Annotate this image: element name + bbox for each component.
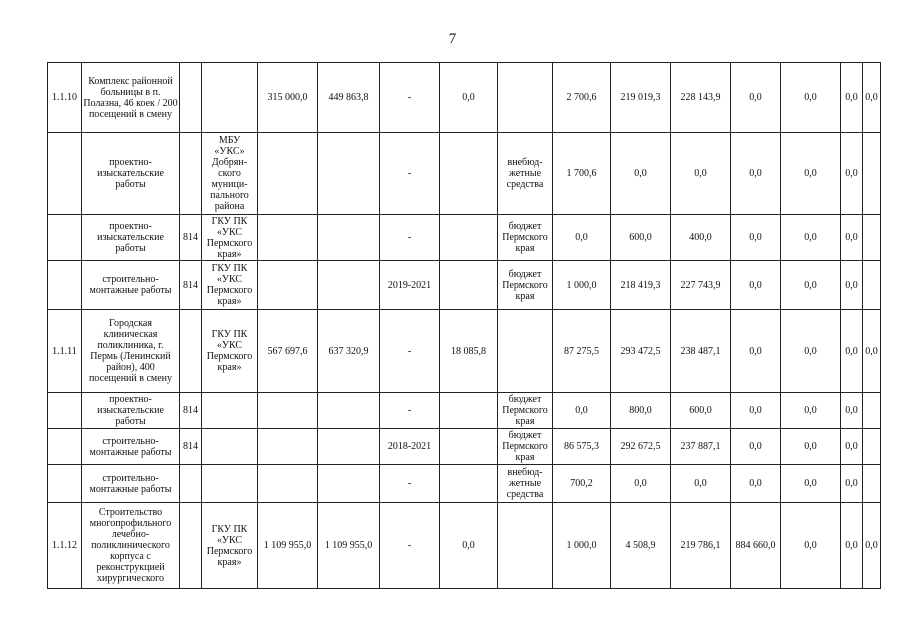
cell-grbs (180, 503, 202, 589)
cell-year1: 1 000,0 (553, 503, 611, 589)
cell-id (48, 429, 82, 465)
cell-done (440, 133, 498, 215)
cell-source (498, 503, 553, 589)
table-row (48, 261, 881, 310)
cell-year7 (863, 133, 881, 215)
cell-year3: 237 887,1 (671, 429, 731, 465)
cell-year7 (863, 393, 881, 429)
cell-cost-total (258, 393, 318, 429)
cell-year1: 86 575,3 (553, 429, 611, 465)
cell-year1: 700,2 (553, 465, 611, 503)
cell-grbs: 814 (180, 261, 202, 310)
cell-cost-current (318, 465, 380, 503)
cell-year1: 1 700,6 (553, 133, 611, 215)
cell-period: - (380, 503, 440, 589)
cell-year2: 4 508,9 (611, 503, 671, 589)
cell-year2: 292 672,5 (611, 429, 671, 465)
cell-year4: 0,0 (731, 310, 781, 393)
cell-name: проектно- изыскательские работы (82, 393, 180, 429)
cell-id (48, 261, 82, 310)
cell-cost-current (318, 429, 380, 465)
cell-name: Городская клиническая поликлиника, г. Пермь (Ленинский район), 400 посещений в смену (82, 310, 180, 393)
table-row (48, 503, 881, 589)
cell-cost-current (318, 261, 380, 310)
cell-period: - (380, 310, 440, 393)
cell-grbs (180, 133, 202, 215)
cell-year2: 0,0 (611, 465, 671, 503)
cell-cost-current: 1 109 955,0 (318, 503, 380, 589)
cell-year3: 227 743,9 (671, 261, 731, 310)
cell-cost-total (258, 429, 318, 465)
cell-cost-current (318, 215, 380, 261)
cell-year5: 0,0 (781, 261, 841, 310)
cell-year6: 0,0 (841, 429, 863, 465)
cell-done (440, 261, 498, 310)
cell-year1: 1 000,0 (553, 261, 611, 310)
cell-year5: 0,0 (781, 393, 841, 429)
cell-cost-current: 449 863,8 (318, 63, 380, 133)
table-row (48, 310, 881, 393)
cell-source: внебюд- жетные средства (498, 465, 553, 503)
cell-year5: 0,0 (781, 133, 841, 215)
page-number: 7 (448, 31, 457, 47)
cell-year4: 0,0 (731, 215, 781, 261)
cell-year5: 0,0 (781, 429, 841, 465)
cell-id (48, 215, 82, 261)
cell-year3: 228 143,9 (671, 63, 731, 133)
cell-year4: 0,0 (731, 429, 781, 465)
cell-year7 (863, 465, 881, 503)
cell-year1: 0,0 (553, 393, 611, 429)
cell-year6: 0,0 (841, 63, 863, 133)
cell-source: внебюд- жетные средства (498, 133, 553, 215)
cell-customer: ГКУ ПК «УКС Пермского края» (202, 310, 258, 393)
table (47, 62, 881, 589)
cell-id (48, 393, 82, 429)
cell-name: Комплекс районной больницы в п. Полазна, 46 коек / 200 посещений в смену (82, 63, 180, 133)
cell-period: - (380, 393, 440, 429)
cell-year4: 884 660,0 (731, 503, 781, 589)
cell-cost-total (258, 133, 318, 215)
cell-grbs (180, 310, 202, 393)
cell-period: - (380, 133, 440, 215)
cell-cost-current (318, 393, 380, 429)
cell-name: проектно- изыскательские работы (82, 215, 180, 261)
cell-year6: 0,0 (841, 465, 863, 503)
cell-period: 2019-2021 (380, 261, 440, 310)
cell-period: - (380, 215, 440, 261)
cell-year6: 0,0 (841, 503, 863, 589)
cell-done: 0,0 (440, 63, 498, 133)
cell-cost-total (258, 465, 318, 503)
cell-year2: 293 472,5 (611, 310, 671, 393)
cell-year5: 0,0 (781, 63, 841, 133)
cell-done: 18 085,8 (440, 310, 498, 393)
cell-done (440, 465, 498, 503)
cell-year4: 0,0 (731, 393, 781, 429)
cell-id: 1.1.11 (48, 310, 82, 393)
cell-source (498, 63, 553, 133)
table-row (48, 133, 881, 215)
table-row (48, 215, 881, 261)
cell-done (440, 429, 498, 465)
cell-grbs: 814 (180, 429, 202, 465)
table-row (48, 429, 881, 465)
cell-grbs: 814 (180, 393, 202, 429)
cell-year2: 218 419,3 (611, 261, 671, 310)
cell-year6: 0,0 (841, 215, 863, 261)
cell-year1: 2 700,6 (553, 63, 611, 133)
cell-year1: 0,0 (553, 215, 611, 261)
cell-cost-current: 637 320,9 (318, 310, 380, 393)
cell-grbs (180, 63, 202, 133)
table-row (48, 393, 881, 429)
cell-year7 (863, 215, 881, 261)
cell-source: бюджет Пермского края (498, 261, 553, 310)
cell-name: строительно- монтажные работы (82, 429, 180, 465)
cell-customer (202, 465, 258, 503)
cell-year2: 800,0 (611, 393, 671, 429)
cell-year6: 0,0 (841, 393, 863, 429)
cell-customer (202, 429, 258, 465)
cell-year3: 0,0 (671, 465, 731, 503)
cell-year5: 0,0 (781, 503, 841, 589)
cell-year4: 0,0 (731, 465, 781, 503)
cell-name: строительно- монтажные работы (82, 465, 180, 503)
cell-customer: ГКУ ПК «УКС Пермского края» (202, 261, 258, 310)
cell-year4: 0,0 (731, 63, 781, 133)
cell-year1: 87 275,5 (553, 310, 611, 393)
cell-done (440, 215, 498, 261)
cell-year6: 0,0 (841, 133, 863, 215)
cell-year3: 400,0 (671, 215, 731, 261)
cell-period: - (380, 63, 440, 133)
cell-year5: 0,0 (781, 465, 841, 503)
cell-year3: 238 487,1 (671, 310, 731, 393)
cell-year7: 0,0 (863, 503, 881, 589)
cell-name: строительно- монтажные работы (82, 261, 180, 310)
cell-id: 1.1.10 (48, 63, 82, 133)
cell-cost-total: 567 697,6 (258, 310, 318, 393)
cell-year5: 0,0 (781, 310, 841, 393)
cell-year4: 0,0 (731, 261, 781, 310)
cell-cost-current (318, 133, 380, 215)
cell-customer: ГКУ ПК «УКС Пермского края» (202, 215, 258, 261)
cell-id (48, 465, 82, 503)
cell-id: 1.1.12 (48, 503, 82, 589)
cell-year3: 0,0 (671, 133, 731, 215)
cell-customer (202, 63, 258, 133)
investment-table (47, 62, 881, 589)
cell-source (498, 310, 553, 393)
cell-cost-total (258, 215, 318, 261)
table-body (48, 63, 881, 589)
cell-done (440, 393, 498, 429)
cell-source: бюджет Пермского края (498, 393, 553, 429)
cell-source: бюджет Пермского края (498, 215, 553, 261)
cell-year7 (863, 429, 881, 465)
cell-year2: 219 019,3 (611, 63, 671, 133)
cell-year5: 0,0 (781, 215, 841, 261)
cell-grbs (180, 465, 202, 503)
cell-customer: ГКУ ПК «УКС Пермского края» (202, 503, 258, 589)
cell-name: проектно- изыскательские работы (82, 133, 180, 215)
cell-year2: 0,0 (611, 133, 671, 215)
table-row (48, 465, 881, 503)
cell-year3: 219 786,1 (671, 503, 731, 589)
cell-period: 2018-2021 (380, 429, 440, 465)
cell-source: бюджет Пермского края (498, 429, 553, 465)
cell-customer (202, 393, 258, 429)
cell-grbs: 814 (180, 215, 202, 261)
cell-cost-total (258, 261, 318, 310)
cell-id (48, 133, 82, 215)
cell-year7: 0,0 (863, 63, 881, 133)
cell-done: 0,0 (440, 503, 498, 589)
cell-year2: 600,0 (611, 215, 671, 261)
cell-cost-total: 1 109 955,0 (258, 503, 318, 589)
cell-cost-total: 315 000,0 (258, 63, 318, 133)
cell-period: - (380, 465, 440, 503)
cell-customer: МБУ «УКС» Добрян- ского муници- пального района (202, 133, 258, 215)
cell-year6: 0,0 (841, 310, 863, 393)
cell-year6: 0,0 (841, 261, 863, 310)
cell-year3: 600,0 (671, 393, 731, 429)
table-row (48, 63, 881, 133)
cell-year7: 0,0 (863, 310, 881, 393)
cell-name: Строительство многопрофильного лечебно- поликлинического корпуса с реконструкцией хирургического (82, 503, 180, 589)
cell-year4: 0,0 (731, 133, 781, 215)
cell-year7 (863, 261, 881, 310)
